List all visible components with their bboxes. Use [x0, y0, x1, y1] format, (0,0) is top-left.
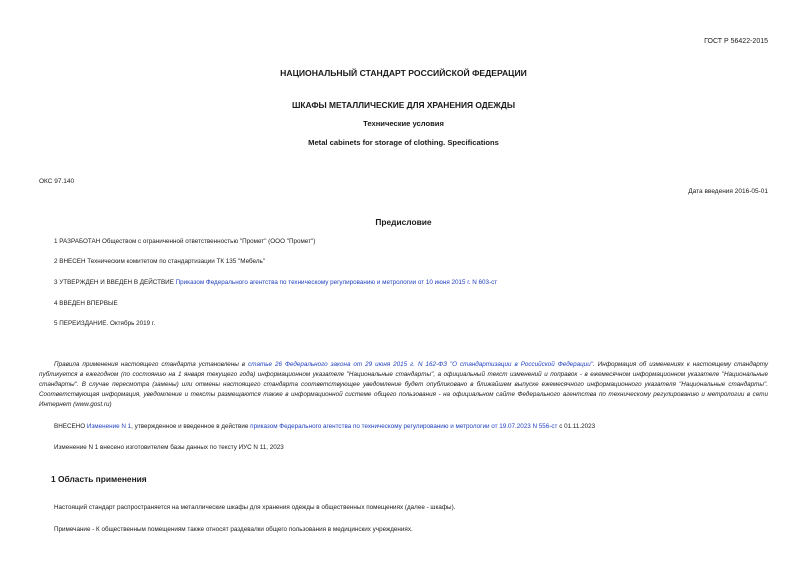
amendment-prefix: ВНЕСЕНО [54, 423, 87, 430]
approval-order-link[interactable]: Приказом Федерального агентства по техническому регулированию и метрологии от 10 июня 2015 г. N 603-ст [175, 279, 498, 286]
amendment-line [54, 423, 595, 430]
rules-text-rest: . Информация об изменениях к настоящему стандарту публикуется в ежегодном (по состоянию на 1 января текущего года) информационном указателе "Национальные стандарты", а официальный текст изменений и поправок - в ежемесячном информационном указателе "Национальные стандарты". В случае пересмотра (замены) или отмены настоящего стандарта соответствующее уведомление будет опубликовано в ближайшем выпуске ежемесячного информационного указателя "Национальные стандарты". Соответствующая информация, уведомление и тексты размещаются также в информационной системе общего пользования - на официальном сайте Федерального агентства по техническому регулированию и метрологии в сети Интернет (www.gost.ru) [39, 361, 768, 408]
preface-item-developed: 1 РАЗРАБОТАН Обществом с ограниченной ответственностью "Промет" (ООО "Промет") [54, 238, 316, 245]
document-number: ГОСТ Р 56422-2015 [704, 38, 768, 45]
document-title: ШКАФЫ МЕТАЛЛИЧЕСКИЕ ДЛЯ ХРАНЕНИЯ ОДЕЖДЫ [291, 100, 516, 110]
preface-item-reissue: 5 ПЕРЕИЗДАНИЕ. Октябрь 2019 г. [54, 320, 156, 327]
amendment-link[interactable]: Изменение N 1 [86, 423, 132, 430]
preface-item-first-introduced: 4 ВВЕДЕН ВПЕРВЫЕ [54, 300, 118, 307]
amendment-middle: , утвержденное и введенное в действие [131, 423, 251, 430]
amendment-order-link[interactable]: приказом Федерального агентства по техническому регулированию и метрологии от 19.07.2023 N 556-ст [250, 423, 558, 430]
amendment-suffix: с 01.11.2023 [557, 423, 596, 430]
preface-heading: Предисловие [375, 217, 432, 227]
standard-type-title: НАЦИОНАЛЬНЫЙ СТАНДАРТ РОССИЙСКОЙ ФЕДЕРАЦИИ [280, 68, 527, 78]
section-heading-scope: 1 Область применения [51, 474, 147, 484]
rules-text-start: Правила применения настоящего стандарта установлены в [54, 361, 249, 368]
document-subtitle: Технические условия [363, 119, 444, 128]
scope-paragraph: Настоящий стандарт распространяется на металлические шкафы для хранения одежды в общественных помещениях (далее - шкафы). [54, 504, 456, 511]
document-title-english: Metal cabinets for storage of clothing. Specifications [308, 138, 499, 147]
federal-law-link[interactable]: статье 26 Федерального закона от 29 июня 2015 г. N 162-ФЗ "О стандартизации в Российской Федерации" [248, 361, 594, 368]
preface-item-approved-label: 3 УТВЕРЖДЕН И ВВЕДЕН В ДЕЙСТВИЕ [54, 279, 176, 286]
oks-code: ОКС 97.140 [39, 178, 75, 185]
preface-item-approved [54, 279, 497, 286]
preface-item-submitted: 2 ВНЕСЕН Техническим комитетом по стандартизации ТК 135 "Мебель" [54, 258, 266, 265]
application-rules-paragraph [39, 360, 768, 410]
scope-note: Примечание - К общественным помещениям также относят раздевалки общего пользования в медицинских учреждениях. [54, 526, 413, 533]
introduction-date: Дата введения 2016-05-01 [688, 188, 768, 195]
amendment-note: Изменение N 1 внесено изготовителем базы данных по тексту ИУС N 11, 2023 [54, 444, 284, 451]
